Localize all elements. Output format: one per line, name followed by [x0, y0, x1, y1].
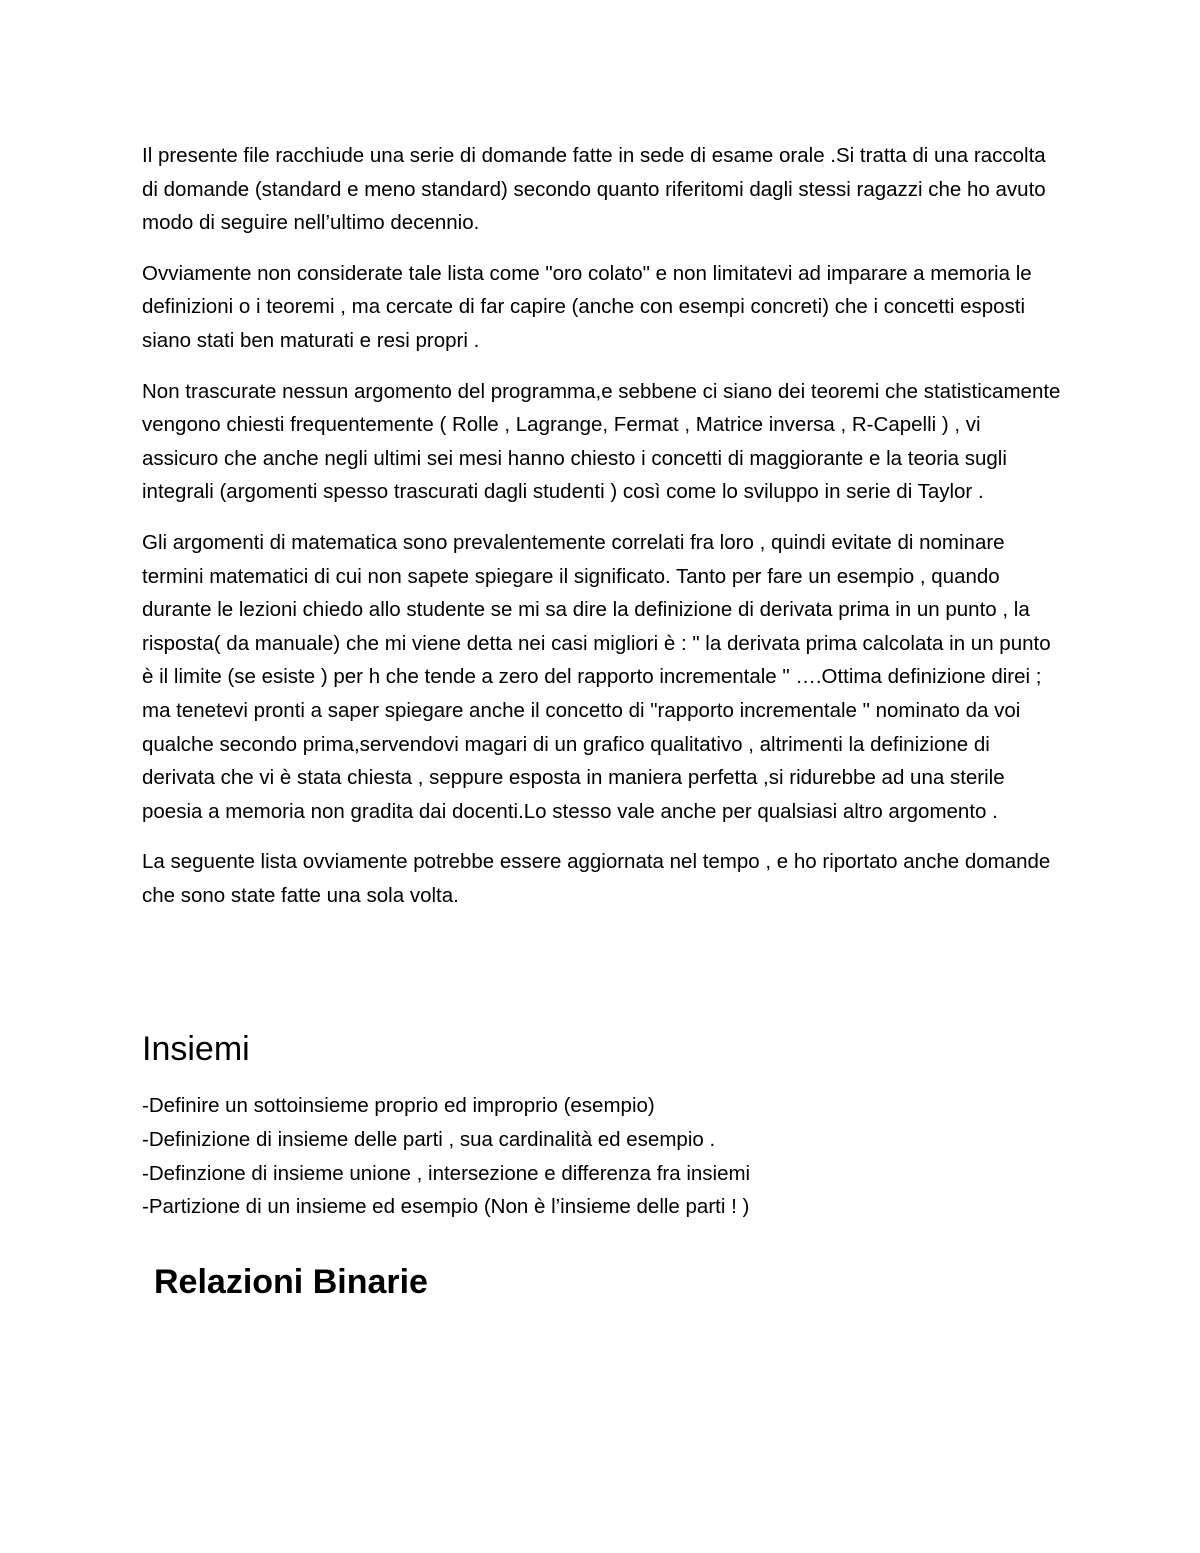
section-heading-relazioni-binarie: Relazioni Binarie	[154, 1262, 428, 1301]
question-item: -Partizione di un insieme ed esempio (Non è l’insieme delle parti ! )	[142, 1195, 750, 1219]
intro-paragraph: Gli argomenti di matematica sono prevalentemente correlati fra loro , quindi evitate di nominare termini matematici di cui non sapete spiegare il significato. Tanto per fare un esempio , quando durante le lezioni chiedo allo studente se mi sa dire la definizione di derivata prima in un punto , la risposta( da manuale) che mi viene detta nei casi migliori è : " la derivata prima calcolata in un punto è il limite (se esiste ) per h che tende a zero del rapporto incrementale " ….Ottima definizione direi ; ma tenetevi pronti a saper spiegare anche il concetto di "rapporto incrementale " nominato da voi qualche secondo prima,servendovi magari di un grafico qualitativo , altrimenti la definizione di derivata che vi è stata chiesta , seppure esposta in maniera perfetta ,si ridurebbe ad una sterile poesia a memoria non gradita dai docenti.Lo stesso vale anche per qualsiasi altro argomento .	[142, 530, 1051, 823]
intro-paragraph: Non trascurate nessun argomento del programma,e sebbene ci siano dei teoremi che statisticamente vengono chiesti frequentemente ( Rolle , Lagrange, Fermat , Matrice inversa , R-Capelli ) , vi assicuro che anche negli ultimi sei mesi hanno chiesto i concetti di maggiorante e la teoria sugli integrali (argomenti spesso trascurati dagli studenti ) così come lo sviluppo in serie di Taylor .	[142, 379, 1061, 504]
insiemi-question-list	[142, 1089, 1062, 1223]
question-item: -Definire un sottoinsieme proprio ed improprio (esempio)	[142, 1094, 655, 1118]
section-spacer	[142, 929, 1062, 1027]
section-heading-insiemi: Insiemi	[142, 1030, 250, 1069]
intro-paragraph: Ovviamente non considerate tale lista come "oro colato" e non limitatevi ad imparare a memoria le definizioni o i teoremi , ma cercate di far capire (anche con esempi concreti) che i concetti esposti siano stati ben maturati e resi propri .	[142, 261, 1032, 352]
intro-paragraph: La seguente lista ovviamente potrebbe essere aggiornata nel tempo , e ho riportato anche domande che sono state fatte una sola volta.	[142, 850, 1051, 907]
question-item: -Definzione di insieme unione , intersezione e differenza fra insiemi	[142, 1161, 751, 1185]
document-body	[142, 139, 1062, 1304]
intro-paragraph: Il presente file racchiude una serie di domande fatte in sede di esame orale .Si tratta di una raccolta di domande (standard e meno standard) secondo quanto riferitomi dagli stessi ragazzi che ho avuto modo di seguire nell’ultimo decennio.	[142, 144, 1046, 235]
question-item: -Definizione di insieme delle parti , sua cardinalità ed esempio .	[142, 1128, 716, 1152]
